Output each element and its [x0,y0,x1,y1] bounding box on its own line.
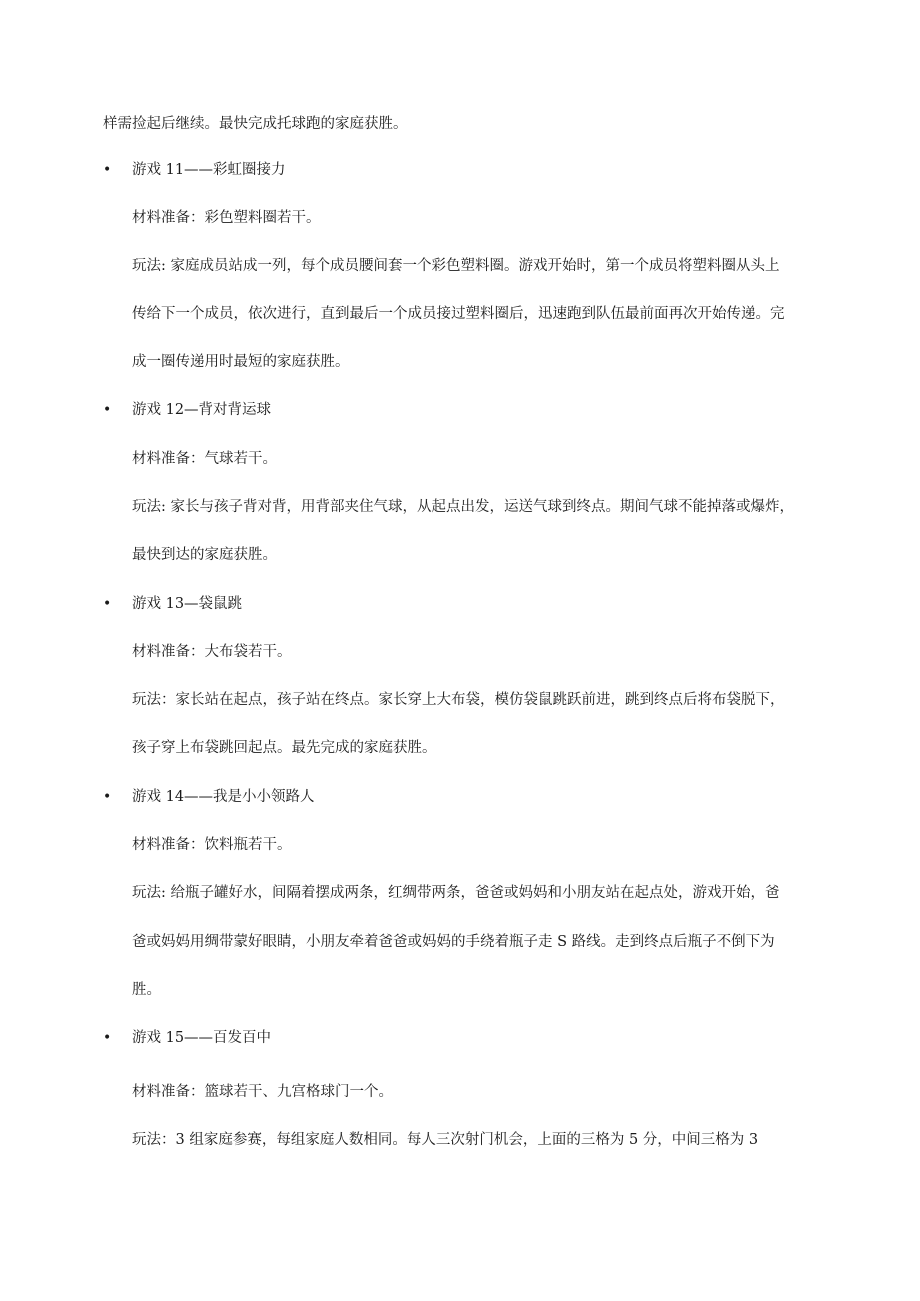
rules-line: 爸或妈妈用绸带蒙好眼睛，小朋友牵着爸爸或妈妈的手绕着瓶子走 S 路线。走到终点后瓶子不倒下为 [132,934,775,950]
rules-line: 孩子穿上布袋跳回起点。最先完成的家庭获胜。 [132,740,437,756]
materials-line: 材料准备：彩色塑料圈若干。 [132,210,321,226]
game-title: 游戏 11——彩虹圈接力 [132,162,286,178]
bullet: • [103,402,112,418]
rules-line: 成一圈传递用时最短的家庭获胜。 [132,354,350,370]
rules-line: 玩法: 家庭成员站成一列，每个成员腰间套一个彩色塑料圈。游戏开始时，第一个成员将塑料圈从头上 [132,258,780,274]
rules-line: 传给下一个成员，依次进行，直到最后一个成员接过塑料圈后，迅速跑到队伍最前面再次开始传递。完 [132,306,785,322]
bullet: • [103,789,112,805]
materials-line: 材料准备：篮球若干、九宫格球门一个。 [132,1084,393,1100]
materials-line: 材料准备：饮料瓶若干。 [132,837,292,853]
rules-line: 胜。 [132,982,161,998]
bullet: • [103,596,112,612]
bullet: • [103,1030,112,1046]
game-title: 游戏 13—袋鼠跳 [132,596,243,612]
rules-line: 玩法: 家长与孩子背对背，用背部夹住气球，从起点出发，运送气球到终点。期间气球不能掉落或爆炸， [132,499,794,515]
rules-line: 玩法：3 组家庭参赛，每组家庭人数相同。每人三次射门机会，上面的三格为 5 分，中间三格为 3 [132,1132,759,1148]
rules-line: 玩法：家长站在起点，孩子站在终点。家长穿上大布袋，模仿袋鼠跳跃前进，跳到终点后将布袋脱下， [132,692,785,708]
bullet: • [103,162,112,178]
game-title: 游戏 15——百发百中 [132,1030,272,1046]
game-title: 游戏 12—背对背运球 [132,402,272,418]
game-title: 游戏 14——我是小小领路人 [132,789,315,805]
rules-line: 最快到达的家庭获胜。 [132,547,277,563]
intro-line: 样需捡起后继续。最快完成托球跑的家庭获胜。 [103,116,408,132]
rules-line: 玩法: 给瓶子罐好水，间隔着摆成两条，红绸带两条，爸爸或妈妈和小朋友站在起点处，游戏开始，爸 [132,885,780,901]
materials-line: 材料准备：气球若干。 [132,451,277,467]
materials-line: 材料准备：大布袋若干。 [132,644,292,660]
